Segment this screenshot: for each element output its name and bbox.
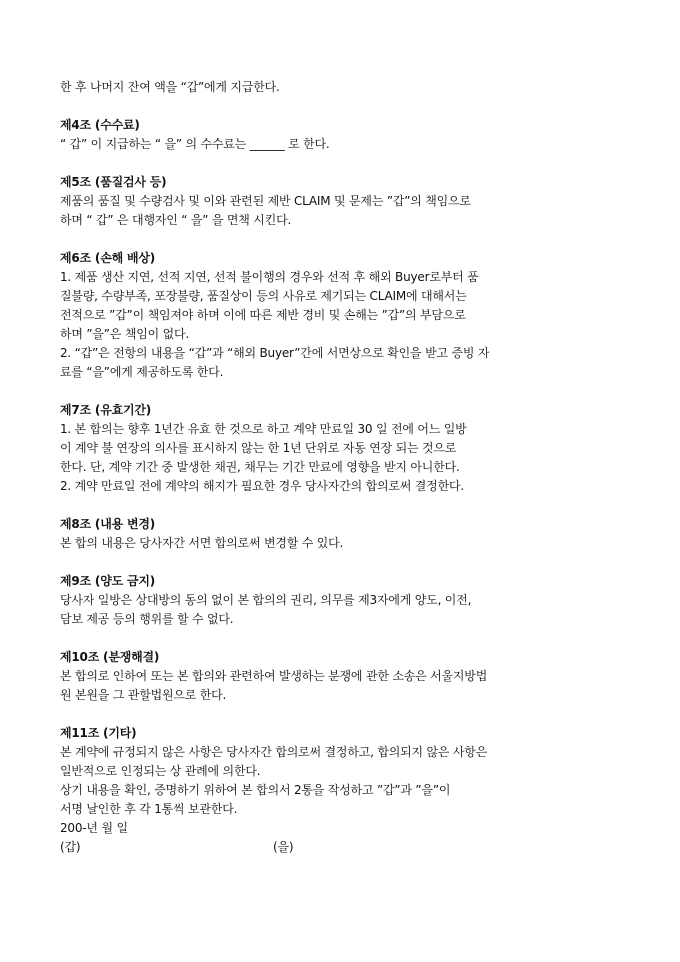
article-line: 본 합의 내용은 당사자간 서면 합의로써 변경할 수 있다.: [60, 536, 344, 550]
party-a-label: (갑): [60, 840, 81, 854]
article-line: 한다. 단, 계약 기간 중 발생한 채권, 채무는 기간 만료에 영향을 받지 아니한다.: [60, 460, 460, 474]
article-line: “ 갑” 이 지급하는 “ 을” 의 수수료는 ______ 로 한다.: [60, 137, 330, 151]
article-line: 당사자 일방은 상대방의 동의 없이 본 합의의 권리, 의무를 제3자에게 양도, 이전,: [60, 593, 472, 607]
article-heading: 제9조 (양도 금지): [60, 574, 156, 588]
contract-date: 200-년 월 일: [60, 821, 128, 835]
article-10: [60, 648, 620, 705]
article-line: 료를 “을”에게 제공하도록 한다.: [60, 365, 224, 379]
article-line: 하며 ”을”은 책임이 없다.: [60, 327, 190, 341]
article-heading: 제7조 (유효기간): [60, 403, 152, 417]
article-4: [60, 116, 620, 154]
article-heading: 제5조 (품질검사 등): [60, 175, 167, 189]
article-line: 담보 제공 등의 행위를 할 수 없다.: [60, 612, 234, 626]
intro-line: 한 후 나머지 잔여 액을 “갑”에게 지급한다.: [60, 80, 280, 94]
article-line: 2. “갑”은 전항의 내용을 “갑”과 “해외 Buyer”간에 서면상으로 확인을 받고 증빙 자: [60, 346, 490, 360]
article-9: [60, 572, 620, 629]
article-line: 전적으로 ”갑”이 책임져야 하며 이에 따른 제반 경비 및 손해는 ”갑”의 부담으로: [60, 308, 466, 322]
article-heading: 제10조 (분쟁해결): [60, 650, 160, 664]
contract-page: [60, 78, 620, 857]
article-5: [60, 173, 620, 230]
article-line: 일반적으로 인정되는 상 관례에 의한다.: [60, 764, 261, 778]
article-line: 서명 날인한 후 각 1통씩 보관한다.: [60, 802, 238, 816]
article-line: 1. 제품 생산 지연, 선적 지연, 선적 불이행의 경우와 선적 후 해외 Buyer로부터 품: [60, 270, 479, 284]
article-heading: 제8조 (내용 변경): [60, 517, 156, 531]
article-line: 이 계약 불 연장의 의사를 표시하지 않는 한 1년 단위로 자동 연장 되는 것으로: [60, 441, 457, 455]
article-heading: 제4조 (수수료): [60, 118, 140, 132]
article-11: [60, 724, 620, 838]
article-line: 원 본원을 그 관할법원으로 한다.: [60, 688, 227, 702]
article-heading: 제11조 (기타): [60, 726, 137, 740]
article-heading: 제6조 (손해 배상): [60, 251, 156, 265]
article-line: 제품의 품질 및 수량검사 및 이와 관련된 제반 CLAIM 및 문제는 ”갑”의 책임으로: [60, 194, 471, 208]
article-line: 질불량, 수량부족, 포장불량, 품질상이 등의 사유로 제기되는 CLAIM에 대해서는: [60, 289, 467, 303]
article-line: 1. 본 합의는 향후 1년간 유효 한 것으로 하고 계약 만료일 30 일 전에 어느 일방: [60, 422, 467, 436]
party-b-label: (을): [273, 840, 294, 854]
article-line: 2. 계약 만료일 전에 계약의 해지가 필요한 경우 당사자간의 합의로써 결정한다.: [60, 479, 464, 493]
article-line: 하며 “ 갑” 은 대행자인 “ 을” 을 면책 시킨다.: [60, 213, 292, 227]
article-8: [60, 515, 620, 553]
article-6: [60, 249, 620, 382]
article-line: 상기 내용을 확인, 증명하기 위하여 본 합의서 2통을 작성하고 ”갑”과 ”을”이: [60, 783, 451, 797]
article-7: [60, 401, 620, 496]
signature-row: [60, 838, 620, 857]
article-line: 본 합의로 인하여 또는 본 합의와 관련하여 발생하는 분쟁에 관한 소송은 서울지방법: [60, 669, 488, 683]
article-line: 본 계약에 규정되지 않은 사항은 당사자간 합의로써 결정하고, 합의되지 않은 사항은: [60, 745, 488, 759]
